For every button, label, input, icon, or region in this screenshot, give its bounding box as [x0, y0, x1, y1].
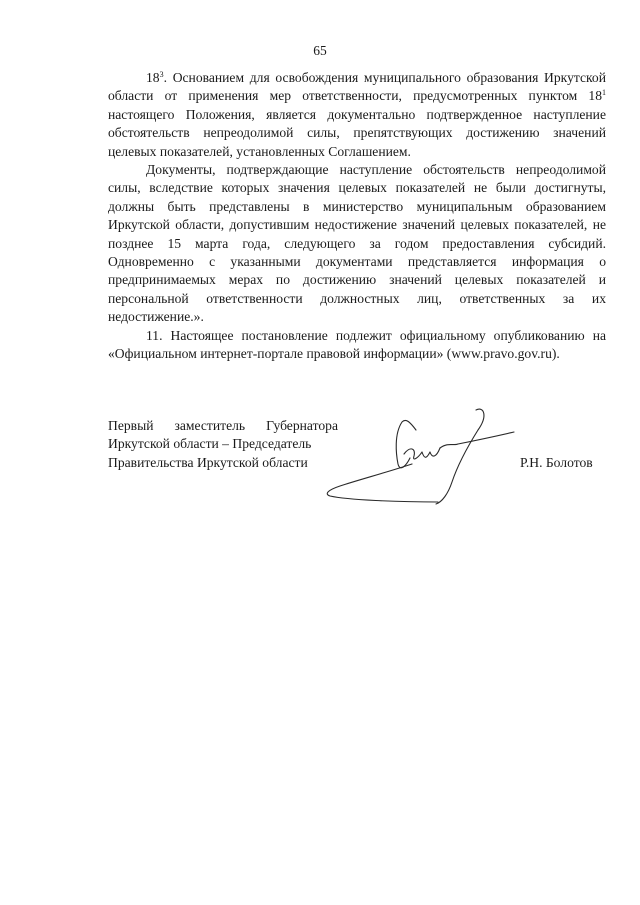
paragraph-text-part1: . Основанием для освобождения муниципального образования Иркутской области от применения мер ответственности, предусмотренных пунктом 18	[108, 70, 606, 104]
signatory-title	[108, 417, 338, 472]
signature-stroke	[440, 432, 514, 448]
signatory-title-word2: заместитель	[174, 418, 246, 433]
paragraph-18-3	[108, 69, 606, 161]
signatory-title-line3: Правительства Иркутской области	[108, 454, 308, 470]
paragraph-documents: Документы, подтверждающие наступление обстоятельств непреодолимой силы, вследствие которых значения целевых показателей не были достигнуты, должны быть представлены в министерство муниципальным образованием Иркутской области, допустившим недостижение значений целевых показателей, не позднее 15 марта года, следующего за годом предоставления субсидий. Одновременно с указанными документами представляется информация о предпринимаемых мерах по достижению значений целевых показателей и персональной ответственности должностных лиц, ответственных за их недостижение.».	[108, 162, 606, 325]
reference-superscript: 1	[602, 88, 606, 98]
signatory-title-line1	[108, 417, 338, 435]
signature-stroke	[436, 409, 484, 504]
signatory-title-word3: Губернатора	[266, 418, 338, 433]
signature-stroke	[396, 420, 416, 467]
signatory-title-word1: Первый	[108, 418, 154, 433]
page-number: 65	[313, 43, 327, 58]
signer-name: Р.Н. Болотов	[520, 455, 593, 470]
document-body	[108, 69, 606, 364]
signature-stroke	[327, 464, 438, 502]
paragraph-number: 18	[146, 70, 160, 85]
paragraph-11: 11. Настоящее постановление подлежит официальному опубликованию на «Официальном интернет-портале правовой информации» (www.pravo.gov.ru).	[108, 327, 606, 362]
signatory-title-line2: Иркутской области – Председатель	[108, 436, 312, 452]
paragraph-number-superscript: 3	[159, 70, 164, 79]
paragraph-text-part2: настоящего Положения, является документально подтвержденное наступление обстоятельств непреодолимой силы, препятствующих достижению значений целевых показателей, установленных Соглашением.	[108, 106, 606, 159]
handwritten-signature	[318, 402, 518, 514]
signature-stroke	[404, 448, 440, 459]
